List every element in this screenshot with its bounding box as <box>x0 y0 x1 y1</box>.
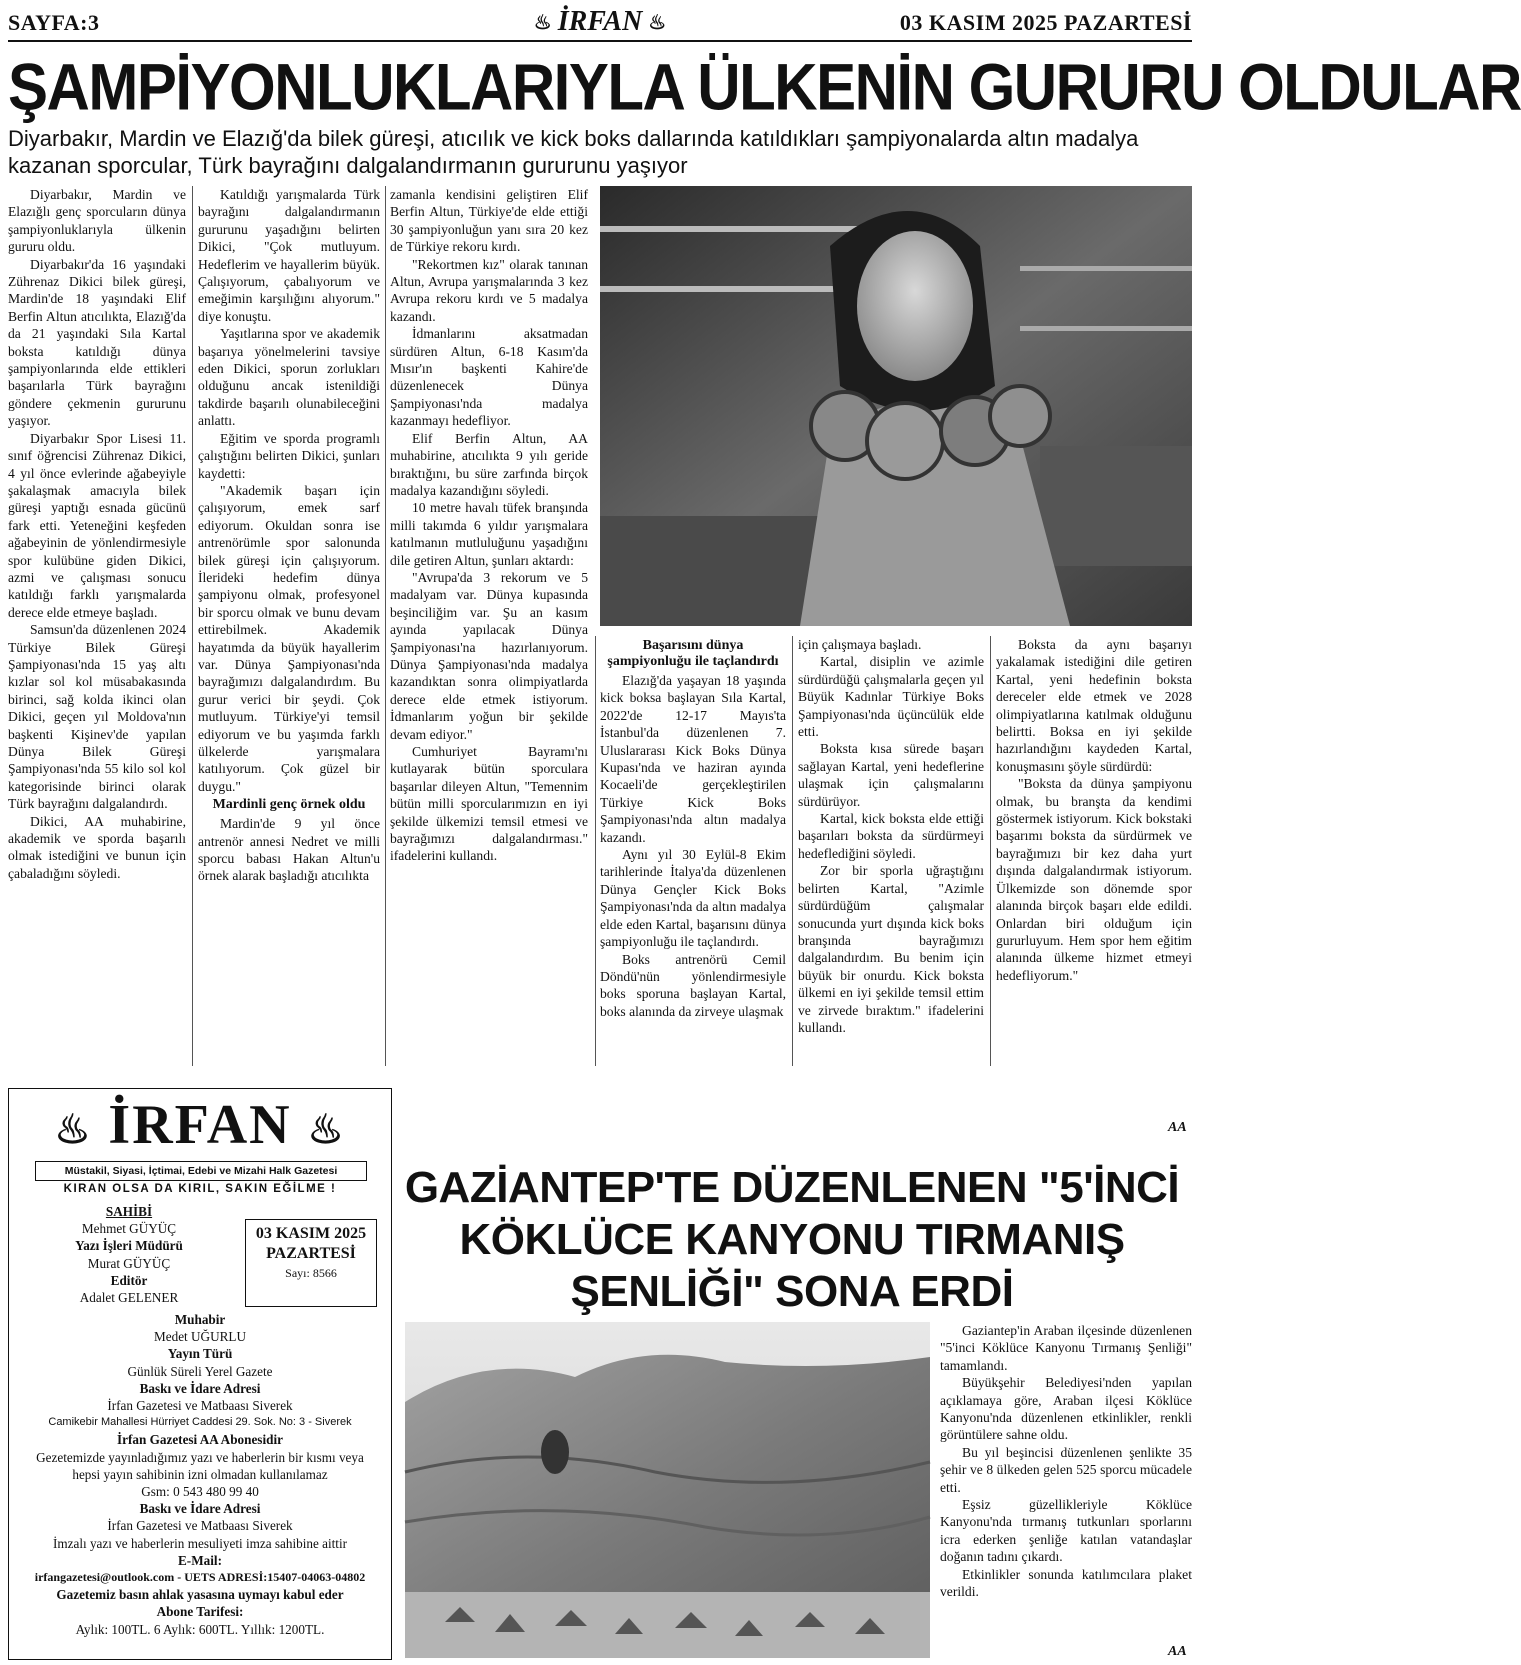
imprint-motto: KIRAN OLSA DA KIRIL, SAKIN EĞİLME ! <box>63 1183 337 1195</box>
paragraph: Kartal, disiplin ve azimle sürdürdüğü çalışmalarla geçen yıl Büyük Kadınlar Türkiye Boks Şampiyonası'nda üçüncülük elde etti. <box>798 654 984 740</box>
flame-emblem-icon: ♨ <box>533 11 552 34</box>
article-column-3 <box>390 186 588 865</box>
article-column-4 <box>600 636 786 1020</box>
paragraph: Diyarbakır'da 16 yaşındaki Zührenaz Dikici bilek güreşi, Mardin'de 18 yaşındaki Elif Berfin Altun atıcılıkta, Elazığ'da da 21 yaşındaki Sıla Kartal boksta katıldığı dünya şampiyonlarında elde ettikleri başarılarla Türk bayrağını göndere çekmenin gururunu yaşıyor. <box>8 256 186 429</box>
editor-in-chief-name: Murat GÜYÜÇ <box>87 1255 171 1271</box>
email-line: irfangazetesi@outlook.com - UETS ADRESİ:15407-04063-04802 <box>34 1570 366 1585</box>
page-number: SAYFA:3 <box>8 10 100 35</box>
gsm-number: Gsm: 0 543 480 99 40 <box>141 1484 259 1500</box>
owner-label: SAHİBİ <box>105 1204 153 1219</box>
flame-emblem-icon: ♨ <box>648 11 667 34</box>
athlete-medals-photo <box>600 186 1192 626</box>
article-column-2 <box>198 186 380 885</box>
flame-emblem-icon: ♨ <box>307 1107 346 1153</box>
column-divider <box>192 186 193 1066</box>
article2-headline: GAZİANTEP'TE DÜZENLENEN "5'İNCİ KÖKLÜCE KANYONU TIRMANIŞ ŞENLİĞİ" SONA ERDİ <box>404 1163 1180 1316</box>
header-date: 03 KASIM 2025 PAZARTESİ <box>899 10 1192 35</box>
paragraph: Cumhuriyet Bayramı'nı kutlayarak bütün sporculara başarılar dileyen Altun, "Temennim bütün milli sporcularımızın en iyi şekilde ülkemizi temsil etmesi ve bayrağımızı dalgalandırması." ifadelerini kullandı. <box>390 744 588 864</box>
print-address: İrfan Gazetesi ve Matbaası Siverek <box>107 1398 293 1414</box>
print-address-2: İrfan Gazetesi ve Matbaası Siverek <box>107 1518 293 1534</box>
paragraph: Gaziantep'in Araban ilçesinde düzenlenen "5'inci Köklüce Kanyonu Tırmanış Şenliği" tamamlandı. <box>940 1323 1192 1373</box>
aa-subscriber: İrfan Gazetesi AA Abonesidir <box>117 1432 283 1448</box>
print-address-label: Baskı ve İdare Adresi <box>139 1380 261 1396</box>
paragraph: Kartal, kick boksta elde ettiği başarıları boksta da sürdürmeyi hedeflediğini söyledi. <box>798 811 984 861</box>
flame-emblem-icon: ♨ <box>54 1107 93 1153</box>
imprint-details <box>9 1311 391 1638</box>
imprint-subtitle: Müstakil, Siyasi, İçtimai, Edebi ve Mizahi Halk Gazetesi <box>35 1161 367 1181</box>
imprint-logo <box>9 1095 391 1160</box>
usage-notice: Gezetemizde yayınladığımız yazı ve haberlerin bir kısmı veya hepsi yayın sahibinin izni olmadan kullanılamaz <box>36 1449 364 1482</box>
article-column-1 <box>8 186 186 882</box>
article-deck: Diyarbakır, Mardin ve Elazığ'da bilek güreşi, atıcılık ve kick boks dallarında katıldıkları şampiyonalarda altın madalya kazanan sporcular, Türk bayrağını dalgalandırmanın gururunu yaşıyor <box>8 126 1139 178</box>
article-column-6 <box>996 636 1192 984</box>
pub-type-label: Yayın Türü <box>167 1346 233 1362</box>
editor-in-chief-label: Yazı İşleri Müdürü <box>75 1238 183 1254</box>
subheading-elazig: Başarısını dünya şampiyonluğu ile taçlandırdı <box>607 638 779 669</box>
column-divider <box>792 636 793 1066</box>
issue-number: Sayı: 8566 <box>285 1266 337 1280</box>
paragraph: "Avrupa'da 3 rekorum ve 5 madalyam var. Dünya kupasında beşinciliğim var. Şu an kasım ayında yapılacak Dünya Şampiyonası'na hazırlanıyorum. Dünya Şampiyonası'nda madalya kazandıktan sonra olimpiyatlarda derece elde etmek istiyorum. İdmanlarım yoğun bir şekilde devam ediyor." <box>390 569 588 742</box>
canyon-festival-photo <box>405 1322 930 1658</box>
imprint-logo-text: İRFAN <box>108 1094 292 1156</box>
column-divider <box>595 636 596 1066</box>
print-address-label-2: Baskı ve İdare Adresi <box>139 1501 261 1517</box>
paragraph: Katıldığı yarışmalarda Türk bayrağını dalgalandırmanın gururunu yaşadığını belirten Dikici, "Çok mutluyum. Hedeflerim ve hayallerim büyük. Çalışıyorum, çabalıyorum ve emeğimin karşılığını alıyorum." diye konuştu. <box>198 187 380 324</box>
subscription-label: Abone Tarifesi: <box>156 1604 244 1620</box>
paragraph: Eşsiz güzellikleriyle Köklüce Kanyonu'nda tırmanış tutkunları sporlarını icra ederken şenliğe katılan vatandaşlar doğanın tadını çıkardı. <box>940 1497 1192 1565</box>
paragraph: Samsun'da düzenlenen 2024 Türkiye Bilek Güreşi Şampiyonası'nda 15 yaş altı kızlar sol kol müsabakasında birinci, sağ kolda ikinci olan Dikici, geçen yıl Moldova'nın başkenti Kişinev'de yapılan Dünya Bilek Güreşi Şampiyonası'nda 55 kilo sol kol kategorisinde birinci olarak Türk bayrağını dalgalandırdı. <box>8 622 186 812</box>
paragraph: için çalışmaya başladı. <box>798 637 922 652</box>
paragraph: Mardin'de 9 yıl önce antrenör annesi Nedret ve milli sporcu babası Hakan Altun'u örnek alarak başladığı atıcılıkta <box>198 816 380 884</box>
article2-source: AA <box>1168 1644 1187 1659</box>
column-divider <box>990 636 991 1066</box>
article-source: AA <box>1168 1120 1187 1135</box>
paragraph: Boksta kısa sürede başarı sağlayan Kartal, yeni hedeflerine ulaşmak için çalışmalarını sürdürüyor. <box>798 741 984 809</box>
paragraph: Diyarbakır, Mardin ve Elazığlı genç sporcuların dünya şampiyonluklarıyla ülkenin gururu oldu. <box>8 187 186 255</box>
header-brand <box>534 6 666 38</box>
paragraph: Elazığ'da yaşayan 18 yaşında kick boksa başlayan Sıla Kartal, 2022'de 12-17 Mayıs'ta İstanbul'da düzenlenen 7. Uluslararası Kick Boks Dünya Kupası'nda ve haziran ayında Kocaeli'de gerçekleştirilen Türkiye Kick Boks Şampiyonası'nda altın madalya kazandı. <box>600 673 786 845</box>
editor-label: Editör <box>110 1272 148 1288</box>
paragraph: "Rekortmen kız" olarak tanınan Altun, Avrupa yarışmalarında 3 kez Avrupa rekoru kırdı ve 5 madalya kazandı. <box>390 256 588 324</box>
paragraph: Boks antrenörü Cemil Döndü'nün yönlendirmesiyle boks sporuna başlayan Kartal, boks alanında da zirveye ulaşmak <box>600 951 786 1019</box>
article-headline: ŞAMPİYONLUKLARIYLA ÜLKENİN GURURU OLDULAR <box>8 50 1521 124</box>
paragraph: Yaşıtlarına spor ve akademik başarıya yönelmelerini tavsiye eden Dikici, sporun zorlukları olduğunu ancak istenildiği takdirde başarılı olunabileceğini anlattı. <box>198 326 380 429</box>
issue-date: 03 KASIM 2025 PAZARTESİ <box>255 1225 367 1262</box>
article2-column <box>940 1322 1192 1601</box>
ethics-notice: Gazetemiz basın ahlak yasasına uymayı kabul eder <box>56 1587 344 1603</box>
email-label: E-Mail: <box>178 1552 222 1568</box>
paragraph: Eğitim ve sporda programlı çalıştığını belirten Dikici, şunları kaydetti: <box>198 430 380 481</box>
paragraph: Diyarbakır Spor Lisesi 11. sınıf öğrencisi Zührenaz Dikici, 4 yıl önce evlerinde ağabeyiyle şakalaşmak amacıyla bilek güreşi yaptığı esnada gücünü fark etti. Yeteneğini keşfeden ağabeyinin de yönlendirmesiyle spor kulübüne giden Dikici, azmi ve çalışması sonucu katıldığı farklı yarışmalarda derece elde etmeye başladı. <box>8 430 186 620</box>
issue-date-box <box>245 1219 377 1307</box>
header-brand-text: İRFAN <box>557 6 643 37</box>
paragraph: Aynı yıl 30 Eylül-8 Ekim tarihlerinde İtalya'da düzenlenen Dünya Gençler Kick Boks Şampiyonası'nda da altın madalya elde eden Kartal, başarısını dünya şampiyonluğu ile taçlandırdı. <box>600 847 786 950</box>
paragraph: zamanla kendisini geliştiren Elif Berfin Altun, Türkiye'de elde ettiği 30 şampiyonluğun yanı sıra 20 kez de Türkiye rekoru kırdı. <box>390 187 588 255</box>
paragraph: Bu yıl beşincisi düzenlenen şenlikte 35 şehir ve 8 ülkeden gelen 525 sporcu mücadele etti. <box>940 1444 1192 1495</box>
paragraph: Dikici, AA muhabirine, akademik ve sporda başarılı olmak istediğini ve bunun için çabaladığını söyledi. <box>8 813 186 881</box>
reporter-name: Medet UĞURLU <box>154 1329 246 1345</box>
paragraph: İdmanlarını aksatmadan sürdüren Altun, 6-18 Kasım'da Mısır'ın başkenti Kahire'de düzenlenecek Dünya Şampiyonası'nda madalya kazanmayı hedefliyor. <box>390 326 588 429</box>
pub-type: Günlük Süreli Yerel Gazete <box>127 1363 273 1379</box>
paragraph: "Boksta da dünya şampiyonu olmak, bu branşta da kendimi göstermek istiyorum. Kick bokstaki başarımı boksta da sürdürmek ve bayrağımızı bir kez daha yurt dışında dalgalandırmak istiyorum. Ülkemizde son dönemde spor alanında birçok başarı elde edildi. Onlardan biri olduğum için gururluyum. Hem spor hem eğitim alanında ülkeme hizmet etmeyi hedefliyorum." <box>996 776 1192 983</box>
editor-name: Adalet GELENER <box>79 1290 179 1306</box>
paragraph: Elif Berfin Altun, AA muhabirine, atıcılıkta 9 yılı geride bıraktığını, bu süre zarfında birçok madalya kazandığını söyledi. <box>390 430 588 498</box>
paragraph: Etkinlikler sonunda katılımcılara plaket verildi. <box>940 1566 1192 1600</box>
street-address: Camikebir Mahallesi Hürriyet Caddesi 29. Sok. No: 3 - Siverek <box>48 1416 352 1429</box>
subheading-mardin: Mardinli genç örnek oldu <box>212 797 366 813</box>
article-column-5 <box>798 636 984 1036</box>
paragraph: "Akademik başarı için çalışıyorum, emek sarf ediyorum. Okuldan sonra ise antrenörümle spor salonunda bilek güreşi için çalışıyorum. İlerideki hedefim dünya şampiyonu olmak, profesyonel bir sporcu olmak ve bunu devam ettirebilmek. Akademik hayatımda da büyük hayallerim var. Dünya Şampiyonası'nda bayrağımızı dalgalandırdım. Bu gurur verici bir şeydi. Çok mutluyum. Türkiye'yi temsil ediyorum ve bu yaşımda farklı ülkelerde yarışmalara katılıyorum. Çok güzel bir duygu." <box>198 482 380 794</box>
reporter-label: Muhabir <box>174 1312 226 1327</box>
paragraph: Boksta da aynı başarıyı yakalamak istediğini dile getiren Kartal, yeni hedefinin boksta dereceler elde etmek ve 2028 olimpiyatlarına katılmak olduğunu belirtti. Boksa en iyi şekilde hazırlandığını kaydeden Kartal, konuşmasını şöyle sürdürdü: <box>996 637 1192 774</box>
column-divider <box>385 186 386 1066</box>
page-header <box>8 6 1192 42</box>
paragraph: Büyükşehir Belediyesi'nden yapılan açıklamaya göre, Araban ilçesi Köklüce Kanyonu'nda düzenlenen etkinlikler, renkli görüntülere sahne oldu. <box>940 1375 1192 1443</box>
newspaper-imprint-box <box>8 1088 392 1660</box>
paragraph: Zor bir sporla uğraştığını belirten Kartal, "Azimle sürdürdüğüm çalışmalar sonucunda yurt dışında kick boks branşında bayrağımızı dalgalandırdım. Bu benim için büyük bir onurdu. Kick boksta ülkemi en iyi şekilde temsil ettim ve zirvede bıraktım." ifadelerini kullandı. <box>798 863 984 1035</box>
subscription-prices: Aylık: 100TL. 6 Aylık: 600TL. Yıllık: 1200TL. <box>75 1621 325 1637</box>
imprint-staff <box>29 1203 229 1306</box>
owner-name: Mehmet GÜYÜÇ <box>81 1221 177 1237</box>
liability-notice: İmzalı yazı ve haberlerin mesuliyeti imza sahibine aittir <box>52 1535 348 1551</box>
paragraph: 10 metre havalı tüfek branşında milli takımda 6 yıldır yarışmalara katılmanın mutluluğunu yaşadığını dile getiren Altun, şunları aktardı: <box>390 500 588 568</box>
